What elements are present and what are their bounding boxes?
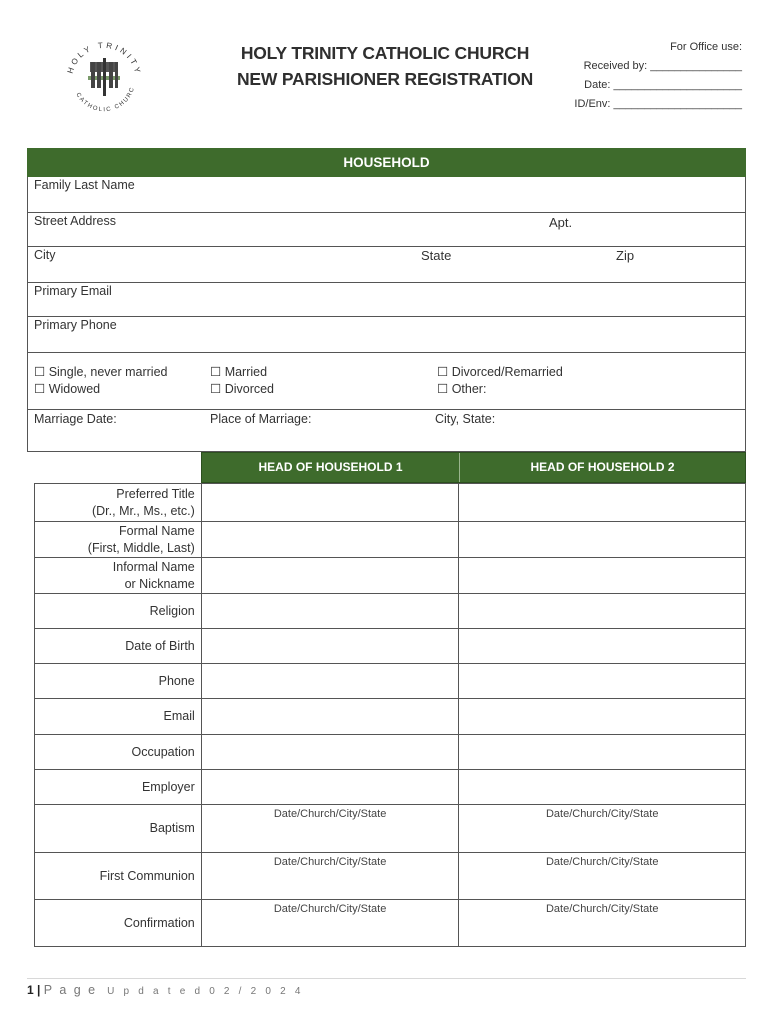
- hoh1-baptism-input[interactable]: [201, 805, 459, 853]
- phone-label: Phone: [35, 664, 202, 699]
- hoh1-email-input[interactable]: [201, 699, 459, 735]
- widowed-label: Widowed: [48, 382, 101, 396]
- hoh2-confirmation-hint: Date/Church/City/State: [545, 903, 659, 915]
- id-env-field[interactable]: ID/Env: _____________________: [574, 98, 742, 110]
- hoh2-phone-input[interactable]: [459, 664, 746, 699]
- checkbox-divorced[interactable]: ☐ Divorced: [210, 382, 275, 396]
- hoh2-religion-input[interactable]: [459, 594, 746, 629]
- updated-date: U p d a t e d 0 2 / 2 0 2 4: [107, 986, 304, 997]
- place-of-marriage-label: Place of Marriage:: [210, 412, 312, 426]
- hoh1-dob-input[interactable]: [201, 629, 459, 664]
- footer-divider: [27, 978, 746, 979]
- received-by-field[interactable]: Received by: _______________: [583, 60, 742, 72]
- page-footer: 1 | P a g e U p d a t e d 0 2 / 2 0 2 4: [27, 983, 304, 997]
- preferred-title-line2: (Dr., Mr., Ms., etc.): [91, 503, 195, 518]
- table-row-first-communion: [35, 853, 746, 900]
- formal-name-label: [35, 522, 202, 558]
- table-row-religion: [35, 594, 746, 629]
- hoh1-confirmation-hint: Date/Church/City/State: [273, 903, 387, 915]
- hoh1-informal-name-input[interactable]: [201, 558, 459, 594]
- hoh2-dob-input[interactable]: [459, 629, 746, 664]
- checkbox-married[interactable]: ☐ Married: [210, 365, 268, 379]
- church-logo: [62, 36, 146, 120]
- confirmation-label: Confirmation: [35, 900, 202, 947]
- primary-email-row[interactable]: [28, 283, 745, 317]
- street-address-label: Street Address: [34, 214, 116, 228]
- table-row-date-of-birth: [35, 629, 746, 664]
- title-line-2: NEW PARISHIONER REGISTRATION: [236, 69, 534, 89]
- logo-bottom-text: CATHOLIC CHURC: [74, 85, 137, 114]
- hoh2-confirmation-input[interactable]: [459, 900, 746, 947]
- primary-email-label: Primary Email: [34, 284, 112, 298]
- checkbox-widowed[interactable]: ☐ Widowed: [34, 382, 101, 396]
- employer-label: Employer: [35, 770, 202, 805]
- church-seal-icon: [62, 36, 146, 120]
- hoh2-formal-name-input[interactable]: [459, 522, 746, 558]
- other-label: Other:: [451, 382, 487, 396]
- hoh1-formal-name-input[interactable]: [201, 522, 459, 558]
- household-header: HOUSEHOLD: [27, 148, 746, 177]
- hoh2-baptism-hint: Date/Church/City/State: [545, 808, 659, 820]
- single-label: Single, never married: [48, 365, 168, 379]
- divorced-remarried-label: Divorced/Remarried: [451, 365, 563, 379]
- family-last-name-row[interactable]: [28, 177, 745, 213]
- table-row-informal-name: [35, 558, 746, 594]
- married-label: Married: [224, 365, 268, 379]
- hoh1-phone-input[interactable]: [201, 664, 459, 699]
- heads-of-household-header: [201, 452, 746, 483]
- table-row-preferred-title: [35, 484, 746, 522]
- primary-phone-label: Primary Phone: [34, 318, 117, 332]
- city-label: City: [34, 248, 56, 262]
- hoh2-occupation-input[interactable]: [459, 735, 746, 770]
- preferred-title-line1: Preferred Title: [116, 486, 195, 501]
- checkbox-other[interactable]: ☐ Other:: [437, 382, 487, 396]
- informal-name-line1: Informal Name: [112, 559, 195, 574]
- title-line-1: HOLY TRINITY CATHOLIC CHURCH: [240, 43, 530, 63]
- form-title: [200, 40, 570, 92]
- table-row-baptism: [35, 805, 746, 853]
- primary-phone-row[interactable]: [28, 317, 745, 353]
- hoh1-preferred-title-input[interactable]: [201, 484, 459, 522]
- street-address-row[interactable]: [28, 213, 745, 247]
- hoh1-header: HEAD OF HOUSEHOLD 1: [258, 460, 403, 474]
- family-last-name-label: Family Last Name: [34, 178, 135, 192]
- informal-name-line2: or Nickname: [124, 576, 195, 591]
- checkbox-single[interactable]: ☐ Single, never married: [34, 365, 168, 379]
- hoh2-first-communion-input[interactable]: [459, 853, 746, 900]
- page-label: P a g e: [43, 983, 98, 997]
- state-label: State: [421, 248, 452, 263]
- formal-name-line2: (First, Middle, Last): [87, 540, 195, 555]
- city-state-zip-row[interactable]: [28, 247, 745, 283]
- marriage-row[interactable]: [28, 410, 745, 451]
- page-number: 1: [27, 983, 34, 997]
- table-row-confirmation: [35, 900, 746, 947]
- table-row-employer: [35, 770, 746, 805]
- table-row-occupation: [35, 735, 746, 770]
- heads-of-household-table: [34, 483, 746, 947]
- marital-status-row: [28, 353, 745, 410]
- household-section: [27, 177, 746, 452]
- office-use-block: [560, 38, 742, 114]
- table-row-formal-name: [35, 522, 746, 558]
- hoh1-religion-input[interactable]: [201, 594, 459, 629]
- hoh2-first-communion-hint: Date/Church/City/State: [545, 856, 659, 868]
- zip-label: Zip: [616, 248, 635, 263]
- first-communion-label: First Communion: [35, 853, 202, 900]
- baptism-label: Baptism: [35, 805, 202, 853]
- hoh1-first-communion-hint: Date/Church/City/State: [273, 856, 387, 868]
- hoh1-occupation-input[interactable]: [201, 735, 459, 770]
- marriage-city-state-label: City, State:: [435, 412, 496, 426]
- email-label: Email: [35, 699, 202, 735]
- religion-label: Religion: [35, 594, 202, 629]
- hoh2-informal-name-input[interactable]: [459, 558, 746, 594]
- hoh2-employer-input[interactable]: [459, 770, 746, 805]
- hoh1-confirmation-input[interactable]: [201, 900, 459, 947]
- hoh2-header: HEAD OF HOUSEHOLD 2: [530, 460, 675, 474]
- hoh1-first-communion-input[interactable]: [201, 853, 459, 900]
- checkbox-divorced-remarried[interactable]: ☐ Divorced/Remarried: [437, 365, 563, 379]
- office-use-heading: For Office use:: [670, 41, 742, 53]
- hoh2-baptism-input[interactable]: [459, 805, 746, 853]
- hoh2-email-input[interactable]: [459, 699, 746, 735]
- divorced-label: Divorced: [224, 382, 275, 396]
- occupation-label: Occupation: [35, 735, 202, 770]
- logo-top-text: HOLY TRINITY: [65, 40, 143, 77]
- hoh2-preferred-title-input[interactable]: [459, 484, 746, 522]
- date-of-birth-label: Date of Birth: [35, 629, 202, 664]
- table-row-phone: [35, 664, 746, 699]
- apt-label: Apt.: [549, 215, 573, 230]
- office-date-field[interactable]: Date: _____________________: [584, 79, 742, 91]
- preferred-title-label: [35, 484, 202, 522]
- hoh1-baptism-hint: Date/Church/City/State: [273, 808, 387, 820]
- marriage-date-label: Marriage Date:: [34, 412, 117, 426]
- hoh1-employer-input[interactable]: [201, 770, 459, 805]
- formal-name-line1: Formal Name: [119, 523, 195, 538]
- table-row-email: [35, 699, 746, 735]
- informal-name-label: [35, 558, 202, 594]
